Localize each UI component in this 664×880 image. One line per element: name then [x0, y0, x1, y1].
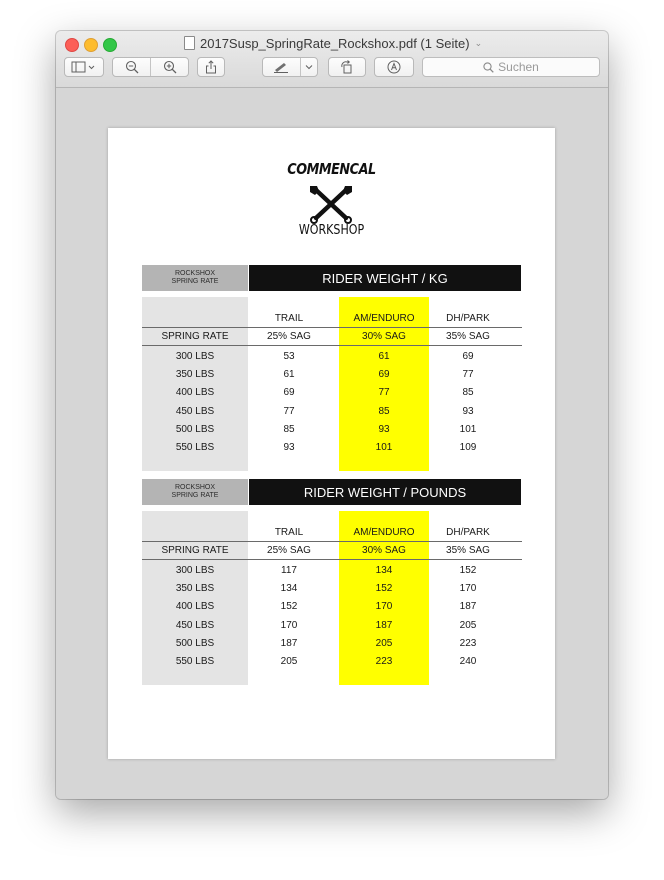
table-cell: 69: [378, 369, 390, 381]
table-cell: 61: [283, 369, 295, 381]
row-spring-rate: 400 LBS: [175, 387, 215, 399]
table-cell: 134: [280, 583, 298, 595]
brand-name: COMMENCAL: [287, 160, 376, 178]
table-cell: 170: [459, 583, 477, 595]
table-cell: 187: [280, 637, 298, 649]
column-header: DH/PARK: [446, 313, 490, 324]
table-cell: 85: [462, 387, 474, 399]
table-cell: 85: [283, 423, 295, 435]
minimize-button[interactable]: [84, 38, 98, 52]
zoom-controls: [112, 57, 189, 77]
sag-header: 30% SAG: [362, 545, 406, 556]
sag-header: 30% SAG: [362, 331, 406, 342]
table-cell: 101: [459, 423, 477, 435]
annotate-icon: [387, 60, 401, 74]
zoom-button[interactable]: [103, 38, 117, 52]
zoom-in-icon: [163, 60, 177, 74]
search-field[interactable]: [422, 57, 600, 77]
table-cell: 170: [280, 619, 298, 631]
row-spring-rate: 300 LBS: [175, 565, 215, 576]
pen-icon: [273, 61, 289, 73]
chevron-down-icon: [305, 64, 313, 70]
column-header: AM/ENDURO: [353, 313, 415, 324]
column-header: TRAIL: [274, 527, 304, 538]
table-cell: 187: [459, 601, 477, 613]
table-cell: 117: [281, 565, 297, 576]
spring-rate-table-pounds: [142, 479, 522, 685]
table-cell: 152: [375, 583, 393, 595]
table-cell: 77: [462, 369, 474, 381]
window-title[interactable]: [184, 35, 482, 51]
column-header: AM/ENDURO: [353, 527, 415, 538]
markup-button[interactable]: [263, 58, 301, 76]
table-cell: 93: [283, 442, 295, 453]
search-icon: [483, 62, 494, 73]
rockshox-label: [142, 479, 248, 505]
row-spring-rate: 400 LBS: [175, 601, 215, 613]
spring-rate-label: SPRING RATE: [161, 545, 229, 556]
sag-header: 35% SAG: [446, 331, 490, 342]
table-cell: 152: [280, 601, 298, 613]
column-header: DH/PARK: [446, 527, 490, 538]
share-icon: [205, 60, 217, 74]
header-rule: [142, 327, 522, 328]
rotate-button[interactable]: [328, 57, 366, 77]
table-cell: 205: [375, 637, 393, 649]
column-header: TRAIL: [274, 313, 304, 324]
markup-menu-button[interactable]: [301, 58, 317, 76]
row-spring-rate: 550 LBS: [175, 442, 215, 453]
sidebar-icon: [71, 61, 97, 73]
table-cell: 109: [459, 442, 477, 453]
spring-rate-table-kg: [142, 265, 522, 471]
rotate-icon: [340, 60, 354, 74]
row-spring-rate: 450 LBS: [175, 619, 215, 631]
table-header: RIDER WEIGHT / POUNDS: [249, 479, 521, 505]
table-cell: 240: [459, 656, 477, 667]
row-spring-rate: 350 LBS: [175, 583, 215, 595]
row-spring-rate: 500 LBS: [175, 637, 215, 649]
window-title-text: 2017Susp_SpringRate_Rockshox.pdf (1 Seite): [200, 35, 470, 51]
table-cell: 93: [462, 405, 474, 417]
pdf-document-icon: [184, 36, 195, 50]
brand-workshop: WORKSHOP: [298, 223, 365, 238]
table-cell: 187: [375, 619, 393, 631]
annotate-button[interactable]: [374, 57, 414, 77]
table-cell: 69: [283, 387, 295, 399]
label-line-1: ROCKSHOX: [174, 484, 216, 491]
markup-controls: [262, 57, 318, 77]
table-cell: 205: [280, 656, 298, 667]
table-cell: 77: [378, 387, 390, 399]
close-button[interactable]: [65, 38, 79, 52]
sag-header: 35% SAG: [446, 545, 490, 556]
title-bar: [56, 31, 608, 88]
zoom-out-button[interactable]: [113, 58, 151, 76]
row-spring-rate: 450 LBS: [175, 405, 215, 417]
table-cell: 101: [375, 442, 393, 453]
header-rule: [142, 541, 522, 542]
sag-header: 25% SAG: [267, 545, 311, 556]
table-header: RIDER WEIGHT / KG: [249, 265, 521, 291]
table-cell: 223: [375, 656, 393, 667]
table-cell: 152: [459, 565, 477, 576]
sidebar-toggle-button[interactable]: [64, 57, 104, 77]
label-line-1: ROCKSHOX: [174, 270, 216, 277]
table-cell: 69: [462, 351, 474, 362]
sag-rule: [142, 345, 522, 346]
table-cell: 205: [459, 619, 477, 631]
label-line-2: SPRING RATE: [171, 278, 219, 285]
search-placeholder: Suchen: [498, 60, 539, 74]
row-spring-rate: 500 LBS: [175, 423, 215, 435]
row-spring-rate: 550 LBS: [175, 656, 215, 667]
table-cell: 53: [283, 351, 295, 362]
table-cell: 85: [378, 405, 390, 417]
sag-rule: [142, 559, 522, 560]
table-cell: 134: [375, 565, 393, 576]
table-cell: 61: [378, 351, 390, 362]
table-cell: 170: [375, 601, 393, 613]
zoom-in-button[interactable]: [151, 58, 188, 76]
chevron-down-icon: ⌄: [474, 37, 483, 48]
row-spring-rate: 350 LBS: [175, 369, 215, 381]
crossed-wrenches-icon: [308, 184, 354, 224]
row-spring-rate: 300 LBS: [175, 351, 215, 362]
preview-window: [56, 31, 608, 799]
pdf-page: [108, 128, 555, 759]
table-cell: 223: [459, 637, 477, 649]
zoom-out-icon: [125, 60, 139, 74]
share-button[interactable]: [197, 57, 225, 77]
label-line-2: SPRING RATE: [171, 492, 219, 499]
spring-rate-label: SPRING RATE: [161, 331, 229, 342]
rockshox-label: [142, 265, 248, 291]
sag-header: 25% SAG: [267, 331, 311, 342]
table-cell: 93: [378, 423, 390, 435]
table-cell: 77: [283, 405, 295, 417]
document-viewport[interactable]: [56, 88, 608, 799]
